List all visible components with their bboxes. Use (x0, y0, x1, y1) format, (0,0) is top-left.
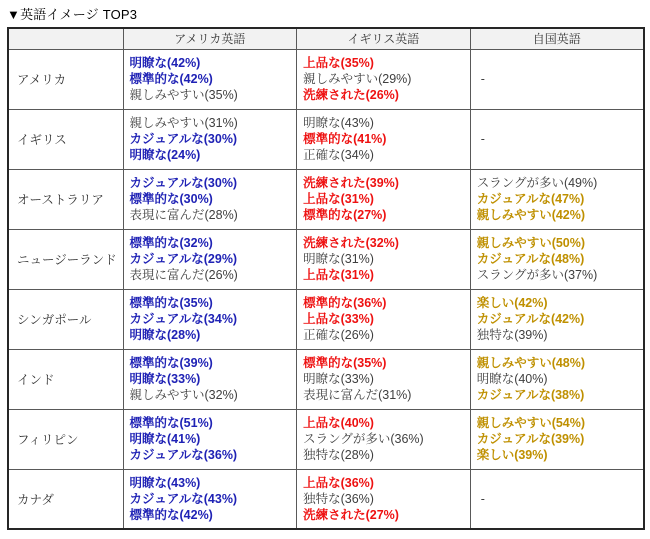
image-item: 親しみやすい(54%) (476, 416, 586, 430)
image-item: 標準的な(42%) (129, 72, 213, 86)
row-label: カナダ (8, 469, 123, 529)
image-item: 標準的な(32%) (129, 236, 213, 250)
row-label: フィリピン (8, 409, 123, 469)
image-item: 楽しい(42%) (476, 296, 548, 310)
image-item: 洗練された(26%) (303, 88, 399, 102)
image-cell (123, 169, 297, 229)
image-item: 明瞭な(42%) (129, 56, 201, 70)
table-row (8, 169, 644, 229)
image-cell (297, 229, 471, 289)
image-cell (470, 349, 644, 409)
column-header-1: イギリス英語 (297, 28, 471, 49)
image-item: 標準的な(41%) (303, 132, 387, 146)
image-cell (470, 109, 644, 169)
image-cell (123, 49, 297, 109)
image-item: 明瞭な(43%) (129, 475, 201, 490)
image-item: - (480, 491, 485, 506)
image-item: カジュアルな(39%) (476, 432, 585, 446)
row-label: インド (8, 349, 123, 409)
image-item: 標準的な(51%) (129, 416, 213, 430)
image-item: - (480, 132, 485, 146)
image-item: 上品な(35%) (303, 56, 374, 70)
image-cell (123, 229, 297, 289)
image-item: カジュアルな(42%) (476, 312, 585, 326)
image-cell (470, 169, 644, 229)
row-label: シンガポール (8, 289, 123, 349)
image-item: 上品な(36%) (303, 475, 374, 490)
image-cell (123, 109, 297, 169)
image-item: 親しみやすい(32%) (129, 388, 238, 402)
image-cell (297, 109, 471, 169)
image-item: 標準的な(35%) (303, 356, 387, 370)
image-cell (470, 289, 644, 349)
image-item: 標準的な(36%) (303, 296, 387, 310)
image-cell (297, 349, 471, 409)
image-item: 親しみやすい(35%) (129, 88, 238, 102)
image-item: 親しみやすい(29%) (303, 72, 412, 86)
image-item: 親しみやすい(42%) (476, 208, 586, 222)
image-item: カジュアルな(43%) (129, 491, 238, 506)
image-item: 独特な(36%) (303, 491, 374, 506)
image-item: 標準的な(42%) (129, 507, 213, 522)
image-item: 楽しい(39%) (476, 448, 548, 462)
image-item: - (480, 72, 485, 86)
image-item: カジュアルな(38%) (476, 388, 585, 402)
image-item: 洗練された(39%) (303, 176, 399, 190)
table-row (8, 289, 644, 349)
table-row (8, 469, 644, 529)
image-item: カジュアルな(48%) (476, 252, 585, 266)
table-row (8, 109, 644, 169)
table-row (8, 49, 644, 109)
column-header-0: アメリカ英語 (123, 28, 297, 49)
image-item: 上品な(33%) (303, 312, 374, 326)
image-item: スラングが多い(49%) (476, 176, 598, 190)
row-label: オーストラリア (8, 169, 123, 229)
image-item: 親しみやすい(31%) (129, 116, 238, 130)
image-cell (123, 349, 297, 409)
image-item: スラングが多い(37%) (476, 268, 598, 282)
table-body (8, 49, 644, 529)
image-cell (297, 49, 471, 109)
image-item: カジュアルな(29%) (129, 252, 238, 266)
image-cell (297, 409, 471, 469)
image-cell (470, 409, 644, 469)
row-label: イギリス (8, 109, 123, 169)
row-label: ニュージーランド (8, 229, 123, 289)
image-item: 標準的な(39%) (129, 356, 213, 370)
image-item: 標準的な(27%) (303, 208, 387, 222)
table-row (8, 349, 644, 409)
image-item: 明瞭な(28%) (129, 328, 201, 342)
image-item: 明瞭な(33%) (129, 372, 201, 386)
image-item: 独特な(28%) (303, 448, 374, 462)
image-cell (297, 289, 471, 349)
table-row (8, 229, 644, 289)
image-item: 上品な(31%) (303, 268, 374, 282)
corner-cell (8, 28, 123, 49)
english-image-table (7, 27, 645, 530)
image-item: 明瞭な(33%) (303, 372, 374, 386)
image-item: 正確な(34%) (303, 148, 374, 162)
image-item: 正確な(26%) (303, 328, 374, 342)
image-item: 明瞭な(40%) (476, 372, 548, 386)
image-item: カジュアルな(36%) (129, 448, 238, 462)
page-title: ▼英語イメージ TOP3 (7, 7, 138, 22)
image-item: 明瞭な(24%) (129, 148, 201, 162)
image-item: カジュアルな(47%) (476, 192, 585, 206)
image-cell (297, 469, 471, 529)
image-item: 上品な(31%) (303, 192, 374, 206)
image-cell (297, 169, 471, 229)
image-cell (123, 289, 297, 349)
header-row (8, 28, 644, 49)
image-item: 独特な(39%) (476, 328, 548, 342)
table-row (8, 409, 644, 469)
image-item: 明瞭な(43%) (303, 116, 374, 130)
image-item: 表現に富んだ(26%) (129, 268, 238, 282)
image-item: 上品な(40%) (303, 416, 374, 430)
row-label: アメリカ (8, 49, 123, 109)
image-cell (123, 409, 297, 469)
image-item: 明瞭な(31%) (303, 252, 374, 266)
image-item: カジュアルな(34%) (129, 312, 238, 326)
image-cell (470, 49, 644, 109)
image-item: 表現に富んだ(28%) (129, 208, 238, 222)
image-item: 表現に富んだ(31%) (303, 388, 412, 402)
image-item: スラングが多い(36%) (303, 432, 424, 446)
image-cell (123, 469, 297, 529)
image-item: 明瞭な(41%) (129, 432, 201, 446)
image-item: 洗練された(27%) (303, 507, 399, 522)
image-cell (470, 229, 644, 289)
image-item: 洗練された(32%) (303, 236, 399, 250)
image-item: カジュアルな(30%) (129, 176, 238, 190)
image-item: 標準的な(30%) (129, 192, 213, 206)
column-header-2: 自国英語 (470, 28, 644, 49)
image-item: 親しみやすい(48%) (476, 356, 586, 370)
image-item: 親しみやすい(50%) (476, 236, 586, 250)
image-item: 標準的な(35%) (129, 296, 213, 310)
image-item: カジュアルな(30%) (129, 132, 238, 146)
image-cell (470, 469, 644, 529)
